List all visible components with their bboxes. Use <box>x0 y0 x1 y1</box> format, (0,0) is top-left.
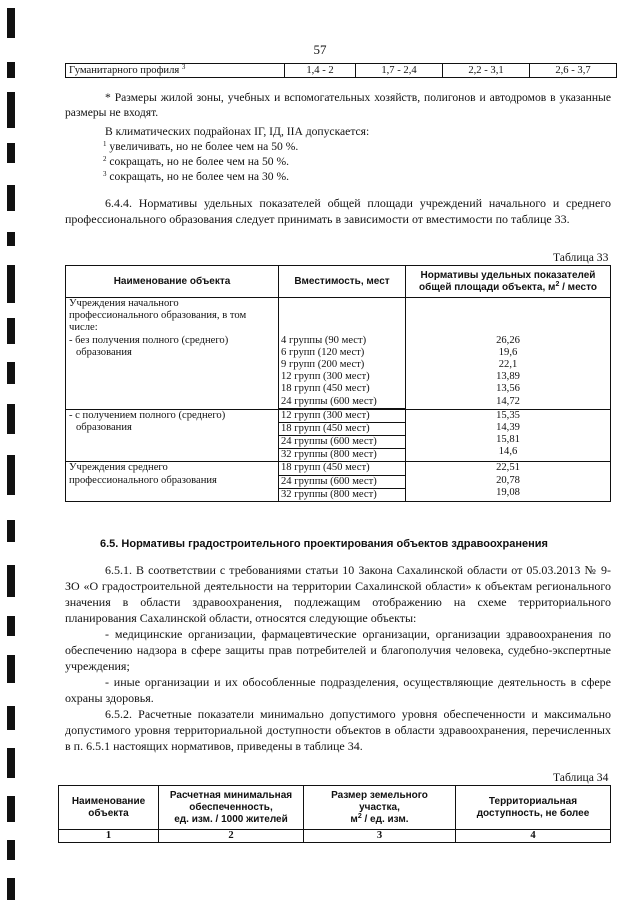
paragraph-6-4-4: 6.4.4. Нормативы удельных показателей общей площади учреждений начального и среднего профессионального образования следует принимать в зависимости от вместимости по таблице 33. <box>65 196 611 226</box>
header-line: ед. изм. / 1000 жителей <box>174 813 288 825</box>
footnote-mark: 2 <box>103 155 107 163</box>
name-line: профессионального образования <box>69 474 217 486</box>
paragraph-6-5-2: 6.5.2. Расчетные показатели минимально допустимого уровня обеспеченности и максимально допустимого уровня территориальной доступности объектов в области здравоохранения, перечисленных в п. 6.5.1 настоящих нормативов, приведены в таблице 34. <box>65 707 611 753</box>
capacity-value: 32 группы (800 мест) <box>281 488 377 500</box>
header-line: объекта <box>88 807 129 819</box>
norm-value: 26,26 <box>496 334 520 346</box>
table-cell: 1,4 - 2 <box>285 64 356 78</box>
climate-item <box>103 169 289 184</box>
norm-value: 20,78 <box>496 474 520 486</box>
table-row <box>66 298 611 410</box>
binder-mark <box>7 62 15 78</box>
column-number: 3 <box>304 830 456 843</box>
object-name-cell <box>66 462 279 502</box>
footnote-mark: 1 <box>103 140 107 148</box>
table-34 <box>58 785 611 843</box>
table34-caption: Таблица 34 <box>553 771 609 784</box>
column-number: 1 <box>59 830 159 843</box>
norm-value: 14,6 <box>498 446 518 458</box>
header-line: Расчетная минимальная <box>169 789 293 801</box>
norm-value: 13,89 <box>496 371 520 383</box>
binder-mark <box>7 655 15 683</box>
page-number: 57 <box>313 42 327 57</box>
binder-mark <box>7 706 15 730</box>
norm-cell <box>406 462 611 502</box>
item-text: увеличивать, но не более чем на 50 %. <box>109 140 299 153</box>
binder-mark <box>7 143 15 163</box>
binder-mark <box>7 878 15 900</box>
capacity-value: 18 групп (450 мест) <box>279 462 405 475</box>
norm-value: 22,1 <box>498 358 518 370</box>
norm-cell <box>406 298 611 410</box>
cell-text: Гуманитарного профиля <box>69 65 180 76</box>
footnote-mark: 3 <box>103 170 107 178</box>
header-line: участка, <box>359 801 400 813</box>
table-cell: 1,7 - 2,4 <box>356 64 443 78</box>
table-row <box>66 462 611 502</box>
capacity-cell <box>279 409 406 462</box>
superscript: 2 <box>357 812 362 820</box>
header-line: Размер земельного <box>331 789 428 801</box>
superscript: 2 <box>555 280 560 288</box>
header-text: Нормативы удельных показателей общей площади объекта, м <box>419 269 596 293</box>
name-line: образования <box>76 421 132 433</box>
column-number: 4 <box>456 830 611 843</box>
binder-mark <box>7 404 15 434</box>
header-line <box>307 814 452 826</box>
norm-value: 22,51 <box>496 462 520 474</box>
header-norm <box>406 266 611 298</box>
norm-value: 14,39 <box>496 421 520 433</box>
table-cell <box>66 64 285 78</box>
capacity-value: 12 групп (300 мест) <box>281 371 370 383</box>
name-line: образования <box>76 346 132 358</box>
capacity-value: 24 группы (600 мест) <box>279 476 405 489</box>
capacity-value <box>281 310 402 322</box>
item-text: сокращать, но не более чем на 50 %. <box>109 155 290 168</box>
section-6-5-heading: 6.5. Нормативы градостроительного проектирования объектов здравоохранения <box>100 538 548 550</box>
norm-value <box>409 298 607 310</box>
capacity-value: 18 групп (450 мест) <box>279 423 405 436</box>
norm-value: 14,72 <box>496 395 520 407</box>
binder-mark <box>7 616 15 636</box>
table-row <box>66 409 611 462</box>
name-line: - с получением полного (среднего) <box>69 409 226 421</box>
capacity-value: 12 групп (300 мест) <box>279 410 405 423</box>
binder-mark <box>7 318 15 344</box>
name-line: Учреждения начального <box>69 298 179 309</box>
header-line: Территориальная <box>488 795 578 807</box>
binder-mark <box>7 92 15 128</box>
header-line: Наименование <box>71 795 146 807</box>
bullet-medical: - медицинские организации, фармацевтические организации, организации здравоохранения по обеспечению надзора в сфере защиты прав потребителей и благополучия человека, судебно-экспертные учреждения; <box>65 627 611 673</box>
climate-item <box>103 139 298 154</box>
binder-mark <box>7 840 15 860</box>
capacity-cell <box>279 298 406 410</box>
capacity-value: 4 группы (90 мест) <box>281 334 367 346</box>
top-table <box>65 63 617 78</box>
binder-mark <box>7 8 15 38</box>
paragraph-6-5-1: 6.5.1. В соответствии с требованиями статьи 10 Закона Сахалинской области от 05.03.2013 № 9-ЗО «О градостроительной деятельности на территории Сахалинской области» к объектам регионального значения в области здравоохранения, подлежащим отображению на схеме территориального планирования Сахалинской области, относятся следующие объекты: <box>65 563 611 625</box>
capacity-value <box>281 298 402 310</box>
name-line: числе: <box>69 322 98 334</box>
name-line: Учреждения среднего <box>69 462 168 474</box>
header-capacity: Вместимость, мест <box>279 266 406 298</box>
header-name: Наименование объекта <box>66 266 279 298</box>
binder-mark <box>7 565 15 597</box>
capacity-value: 32 группы (800 мест) <box>281 449 377 461</box>
header-land-size <box>304 786 456 830</box>
name-line: профессионального образования, в том <box>69 310 247 322</box>
header-accessibility <box>456 786 611 830</box>
capacity-value: 24 группы (600 мест) <box>279 436 405 449</box>
table-row <box>66 64 617 78</box>
binder-mark <box>7 232 15 246</box>
norm-value <box>409 322 607 334</box>
norm-value: 19,08 <box>496 486 520 498</box>
table-cell: 2,2 - 3,1 <box>443 64 530 78</box>
star-note: * Размеры жилой зоны, учебных и вспомогательных хозяйств, полигонов и автодромов в указанные размеры не входят. <box>65 91 611 119</box>
name-line: - без получения полного (среднего) <box>69 334 229 346</box>
header-text: м <box>350 813 358 825</box>
header-text: / место <box>559 281 597 293</box>
norm-value: 15,35 <box>496 409 520 421</box>
header-object <box>59 786 159 830</box>
norm-value: 13,56 <box>496 383 520 395</box>
binder-mark <box>7 796 15 822</box>
binder-mark <box>7 265 15 303</box>
capacity-value: 6 групп (120 мест) <box>281 346 365 358</box>
header-provision <box>159 786 304 830</box>
header-line: обеспеченность, <box>189 801 273 813</box>
binder-mark <box>7 748 15 778</box>
table-33 <box>65 265 611 502</box>
norm-value: 19,6 <box>498 346 518 358</box>
header-line: доступность, не более <box>476 807 590 819</box>
climate-intro: В климатических подрайонах IГ, IД, IIА допускается: <box>105 125 370 138</box>
footnote-mark: 3 <box>181 63 186 71</box>
capacity-value: 18 групп (450 мест) <box>281 383 370 395</box>
object-name-cell <box>66 298 279 410</box>
item-text: сокращать, но не более чем на 30 %. <box>109 170 290 183</box>
binder-mark <box>7 185 15 211</box>
binder-mark <box>7 455 15 495</box>
norm-cell <box>406 409 611 462</box>
capacity-cell <box>279 462 406 502</box>
table-header-row <box>59 786 611 830</box>
object-name-cell <box>66 409 279 462</box>
capacity-value <box>281 322 402 334</box>
table-cell: 2,6 - 3,7 <box>530 64 617 78</box>
capacity-value: 9 групп (200 мест) <box>281 358 365 370</box>
bullet-other: - иные организации и их обособленные подразделения, осуществляющие деятельность в сфере охраны здоровья. <box>65 675 611 705</box>
binder-mark <box>7 520 15 542</box>
norm-value <box>409 310 607 322</box>
norm-value: 15,81 <box>496 434 520 446</box>
column-number: 2 <box>159 830 304 843</box>
table-row <box>59 830 611 843</box>
binder-mark <box>7 362 15 384</box>
capacity-value: 24 группы (600 мест) <box>279 396 405 409</box>
table33-caption: Таблица 33 <box>553 251 609 264</box>
climate-item <box>103 154 289 169</box>
header-text: / ед. изм. <box>361 813 409 825</box>
table-header-row <box>66 266 611 298</box>
